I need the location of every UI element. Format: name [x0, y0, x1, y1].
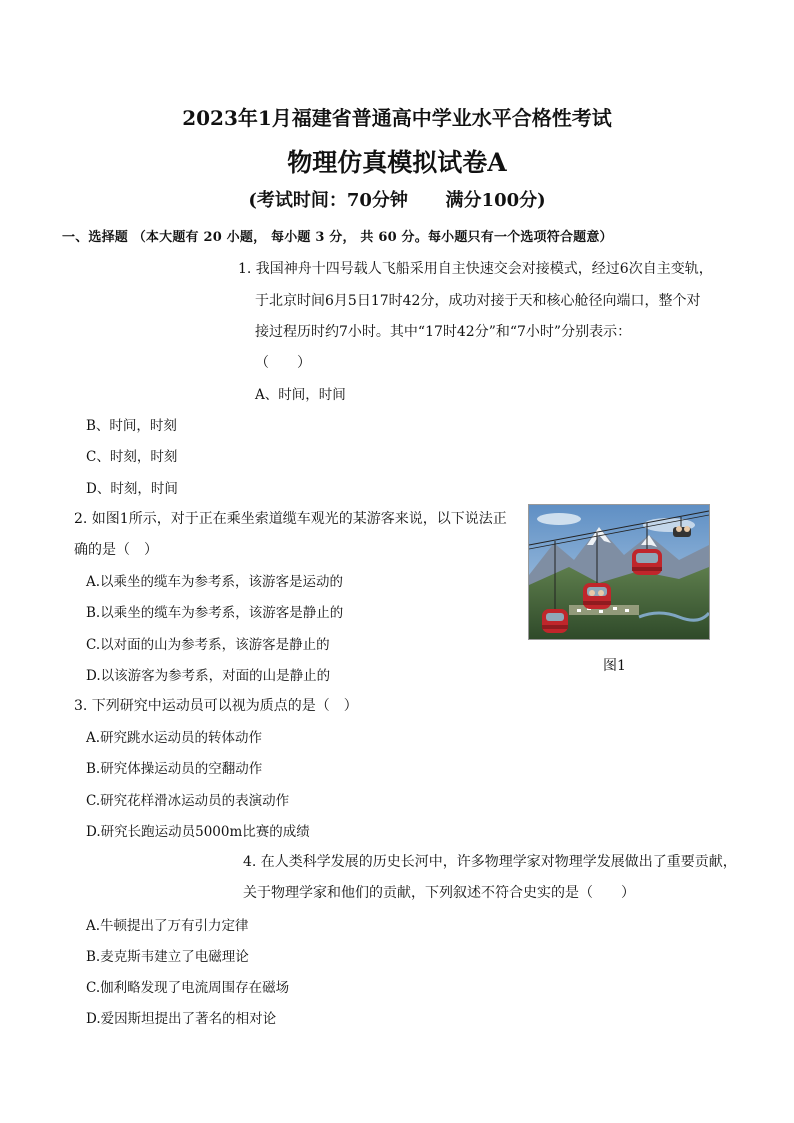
q4-line2: 关于物理学家和他们的贡献，下列叙述不符合史实的是（ ）	[243, 885, 635, 901]
paper-title: 物理仿真模拟试卷A	[287, 148, 507, 177]
q1-option-d: D、时刻，时间	[86, 481, 178, 497]
q4-option-b: B.麦克斯韦建立了电磁理论	[86, 949, 249, 965]
full-score: 满分100分)	[445, 190, 546, 211]
q1-option-a: A、时间，时间	[255, 387, 346, 403]
q1-line2: 于北京时间6月5日17时42分，成功对接于天和核心舱径向端口，整个对	[255, 293, 701, 309]
q2-option-b: B.以乘坐的缆车为参考系，该游客是静止的	[86, 605, 344, 621]
q1-option-b: B、时间，时刻	[86, 418, 177, 434]
q3-option-c: C.研究花样滑冰运动员的表演动作	[86, 793, 290, 809]
q2-option-c: C.以对面的山为参考系，该游客是静止的	[86, 637, 330, 653]
exam-time: (考试时间：70分钟	[248, 190, 408, 211]
exam-info	[0, 186, 794, 212]
q4-option-d: D.爱因斯坦提出了著名的相对论	[86, 1011, 277, 1027]
q4-option-c: C.伽利略发现了电流周围存在磁场	[86, 980, 290, 996]
q3-line1: 3. 下列研究中运动员可以视为质点的是（ ）	[74, 698, 358, 714]
q1-blank: （ ）	[255, 355, 311, 371]
q2-line2: 确的是（ ）	[74, 542, 158, 558]
q1-line1: 1. 我国神舟十四号载人飞船采用自主快速交会对接模式，经过6次自主变轨，	[238, 261, 713, 277]
figure-caption: 图1	[603, 658, 626, 674]
q1-option-c: C、时刻，时刻	[86, 449, 178, 465]
section-heading: 一、选择题 （本大题有 20 小题， 每小题 3 分， 共 60 分。每小题只有一个选项符合题意）	[62, 230, 613, 245]
q4-option-a: A.牛顿提出了万有引力定律	[86, 918, 249, 934]
q2-option-a: A.以乘坐的缆车为参考系，该游客是运动的	[86, 574, 344, 590]
exam-title: 2023年1月福建省普通高中学业水平合格性考试	[182, 106, 612, 130]
q3-option-d: D.研究长跑运动员5000m比赛的成绩	[86, 824, 310, 840]
q3-option-b: B.研究体操运动员的空翻动作	[86, 761, 263, 777]
q2-line1: 2. 如图1所示，对于正在乘坐索道缆车观光的某游客来说，以下说法正	[74, 511, 507, 527]
q1-line3: 接过程历时约7小时。其中“17时42分”和“7小时”分别表示：	[255, 324, 632, 340]
q3-option-a: A.研究跳水运动员的转体动作	[86, 730, 263, 746]
q4-line1: 4. 在人类科学发展的历史长河中，许多物理学家对物理学发展做出了重要贡献，	[243, 854, 737, 870]
cable-car-figure	[528, 504, 710, 640]
q2-option-d: D.以该游客为参考系，对面的山是静止的	[86, 668, 331, 684]
